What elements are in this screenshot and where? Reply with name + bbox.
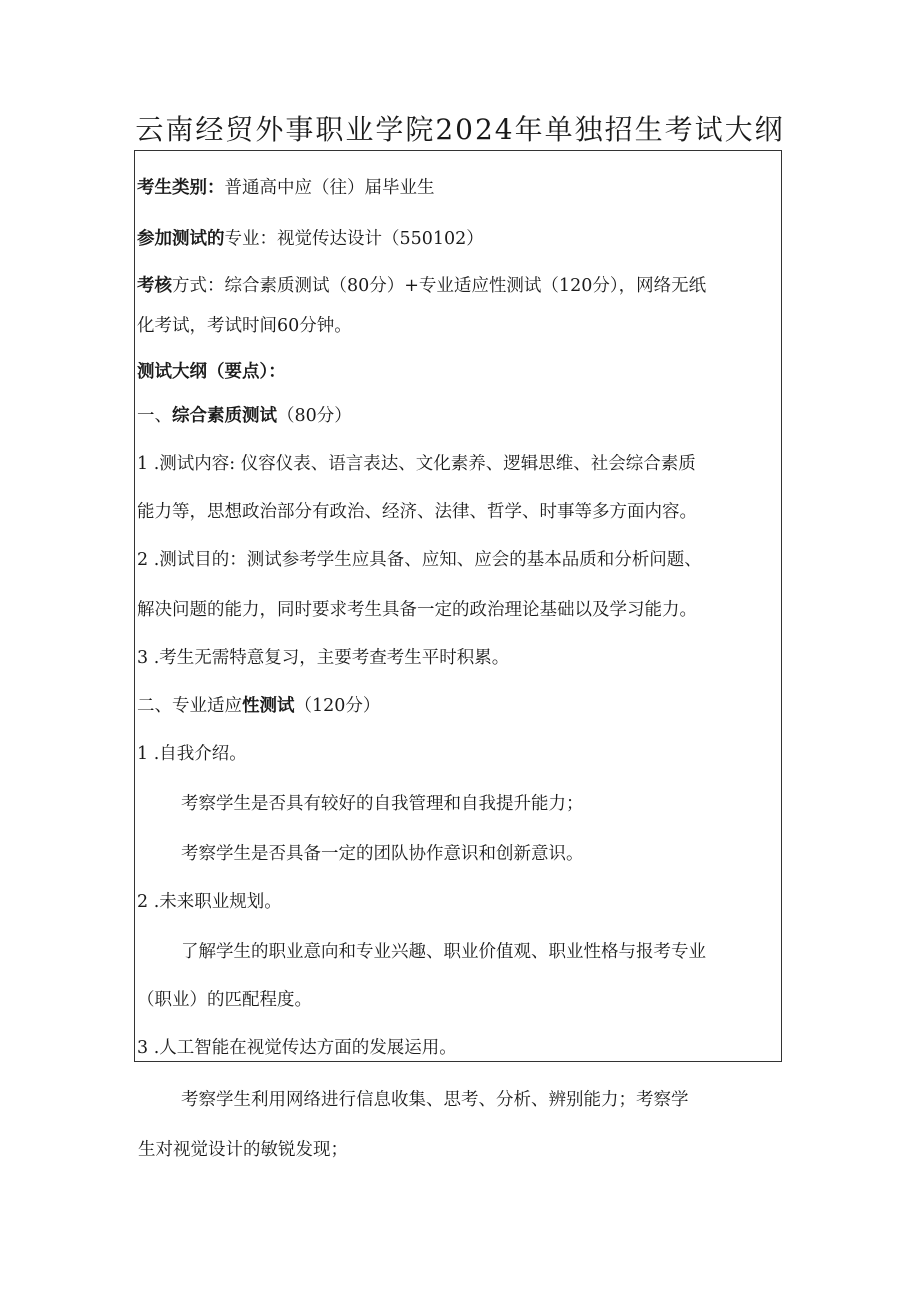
- section1-item2-line1: 2 .测试目的：测试参考学生应具备、应知、应会的基本品质和分析问题、: [137, 550, 702, 570]
- section2-item2-title: 2 .未来职业规划。: [137, 892, 282, 912]
- candidate-type-row: [137, 174, 435, 199]
- section2-prefix: 二、专业适应: [137, 696, 242, 716]
- section2-item3-title: 3 .人工智能在视觉传达方面的发展运用。: [137, 1038, 457, 1058]
- assessment-line1: 综合素质测试（80分）+专业适应性测试（120分），网络无纸: [224, 276, 707, 296]
- section1-item3: 3 .考生无需特意复习，主要考查考生平时积累。: [137, 648, 510, 668]
- assessment-label-bold: 考核: [137, 276, 172, 296]
- section2-item2-line2: （职业）的匹配程度。: [137, 990, 312, 1010]
- assessment-row: [137, 272, 706, 297]
- section2-item2-line1: 了解学生的职业意向和专业兴趣、职业价值观、职业性格与报考专业: [181, 942, 706, 962]
- section1-heading: [137, 402, 352, 427]
- assessment-label-rest: 方式：: [172, 276, 225, 296]
- section1-score: （80分）: [277, 406, 352, 426]
- major-label-bold: 参加测试的: [137, 229, 225, 249]
- document-title: 云南经贸外事职业学院2024年单独招生考试大纲: [135, 113, 785, 146]
- section1-prefix: 一、: [137, 406, 172, 426]
- section1-item1-line1: 1 .测试内容: 仪容仪表、语言表达、文化素养、逻辑思维、社会综合素质: [137, 454, 696, 474]
- section1-item2-line2: 解决问题的能力，同时要求考生具备一定的政治理论基础以及学习能力。: [137, 600, 697, 620]
- section2-item1-point2: 考察学生是否具备一定的团队协作意识和创新意识。: [181, 844, 584, 864]
- candidate-type-label: 考生类别：: [137, 178, 225, 198]
- section1-title: 综合素质测试: [172, 406, 277, 426]
- section2-heading: [137, 692, 380, 717]
- major-row: [137, 225, 484, 250]
- outline-heading: 测试大纲（要点）：: [137, 362, 286, 382]
- section2-title: 性测试: [242, 696, 295, 716]
- section1-item1-line2: 能力等，思想政治部分有政治、经济、法律、哲学、时事等多方面内容。: [137, 502, 697, 522]
- after-box-line1: 考察学生利用网络进行信息收集、思考、分析、辨别能力；考察学: [181, 1090, 689, 1110]
- major-label-rest: 专业：: [224, 229, 277, 249]
- candidate-type-value: 普通高中应（往）届毕业生: [224, 178, 435, 198]
- assessment-line2: 化考试，考试时间60分钟。: [137, 316, 352, 336]
- major-value: 视觉传达设计（550102）: [277, 229, 484, 249]
- section2-score: （120分）: [294, 696, 381, 716]
- after-box-line2: 生对视觉设计的敏锐发现；: [138, 1140, 348, 1160]
- section2-item1-title: 1 .自我介绍。: [137, 744, 247, 764]
- section2-item1-point1: 考察学生是否具有较好的自我管理和自我提升能力；: [181, 794, 584, 814]
